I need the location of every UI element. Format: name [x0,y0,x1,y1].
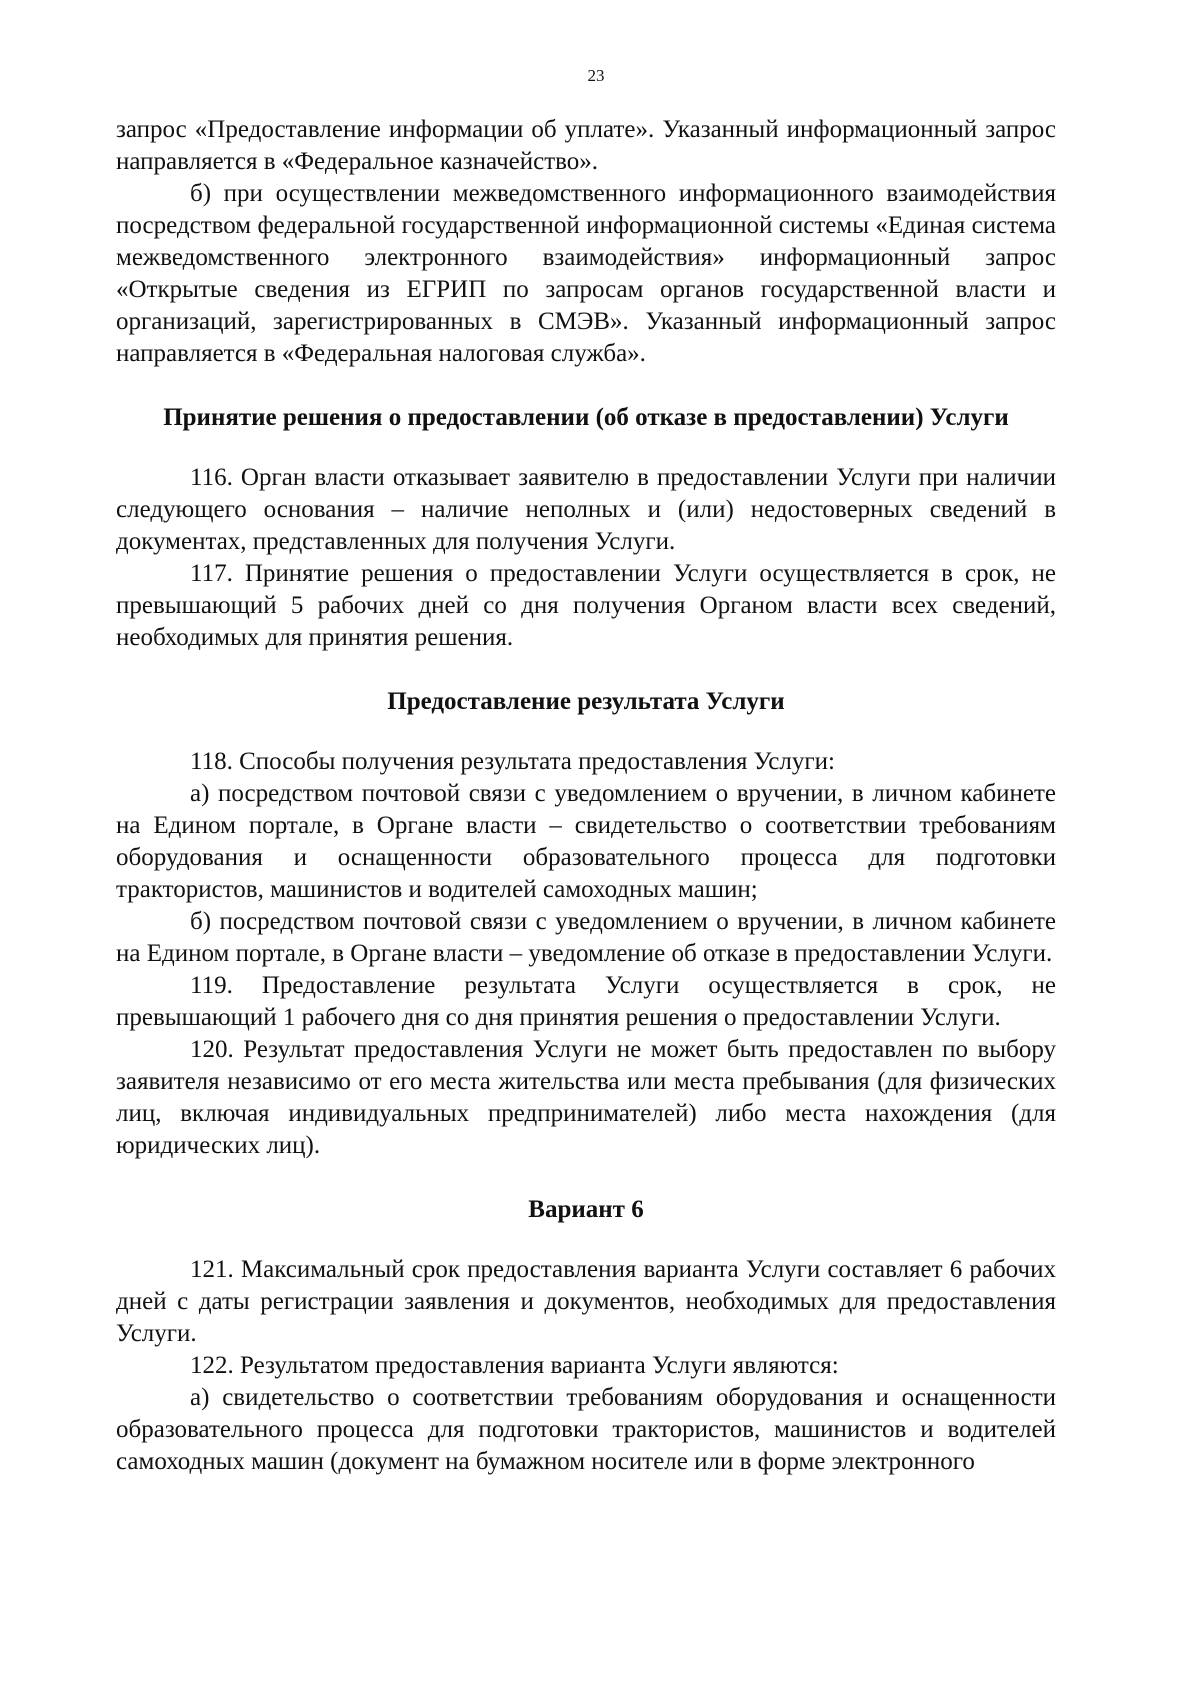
paragraph-117: 117. Принятие решения о предоставлении Услуги осуществляется в срок, не превышающий 5 рабочих дней со дня получения Органом власти всех сведений, необходимых для принятия решения. [116,560,1056,651]
paragraph-116: 116. Орган власти отказывает заявителю в предоставлении Услуги при наличии следующего основания – наличие неполных и (или) недостоверных сведений в документах, представленных для получения Услуги. [116,464,1056,555]
heading-variant-6: Вариант 6 [528,1196,644,1223]
page-number: 23 [587,66,605,85]
paragraph-118-b: б) посредством почтовой связи с уведомлением о вручении, в личном кабинете на Едином портале, в Органе власти – уведомление об отказе в предоставлении Услуги. [116,908,1056,967]
paragraph-121: 121. Максимальный срок предоставления варианта Услуги составляет 6 рабочих дней с даты регистрации заявления и документов, необходимых для предоставления Услуги. [116,1256,1056,1347]
paragraph-122: 122. Результатом предоставления варианта Услуги являются: [190,1352,839,1379]
paragraph-payment-info-request: запрос «Предоставление информации об уплате». Указанный информационный запрос направляется в «Федеральное казначейство». [116,116,1056,175]
paragraph-egrip-request: б) при осуществлении межведомственного информационного взаимодействия посредством федеральной государственной информационной системы «Единая система межведомственного электронного взаимодействия» информационный запрос «Открытые сведения из ЕГРИП по запросам органов государственной власти и организаций, зарегистрированных в СМЭВ». Указанный информационный запрос направляется в «Федеральная налоговая служба». [116,180,1056,367]
paragraph-120: 120. Результат предоставления Услуги не может быть предоставлен по выбору заявителя независимо от его места жительства или места пребывания (для физических лиц, включая индивидуальных предпринимателей) либо места нахождения (для юридических лиц). [116,1036,1056,1159]
heading-result-delivery: Предоставление результата Услуги [387,688,785,715]
paragraph-118-a: а) посредством почтовой связи с уведомлением о вручении, в личном кабинете на Едином портале, в Органе власти – свидетельство о соответствии требованиям оборудования и оснащенности образовательного процесса для подготовки трактористов, машинистов и водителей самоходных машин; [116,780,1056,903]
paragraph-119: 119. Предоставление результата Услуги осуществляется в срок, не превышающий 1 рабочего дня со дня принятия решения о предоставлении Услуги. [116,972,1056,1031]
paragraph-122-a: а) свидетельство о соответствии требованиям оборудования и оснащенности образовательного процесса для подготовки трактористов, машинистов и водителей самоходных машин (документ на бумажном носителе или в форме электронного [116,1384,1056,1475]
heading-decision: Принятие решения о предоставлении (об отказе в предоставлении) Услуги [163,404,1009,431]
paragraph-118: 118. Способы получения результата предоставления Услуги: [190,748,835,775]
